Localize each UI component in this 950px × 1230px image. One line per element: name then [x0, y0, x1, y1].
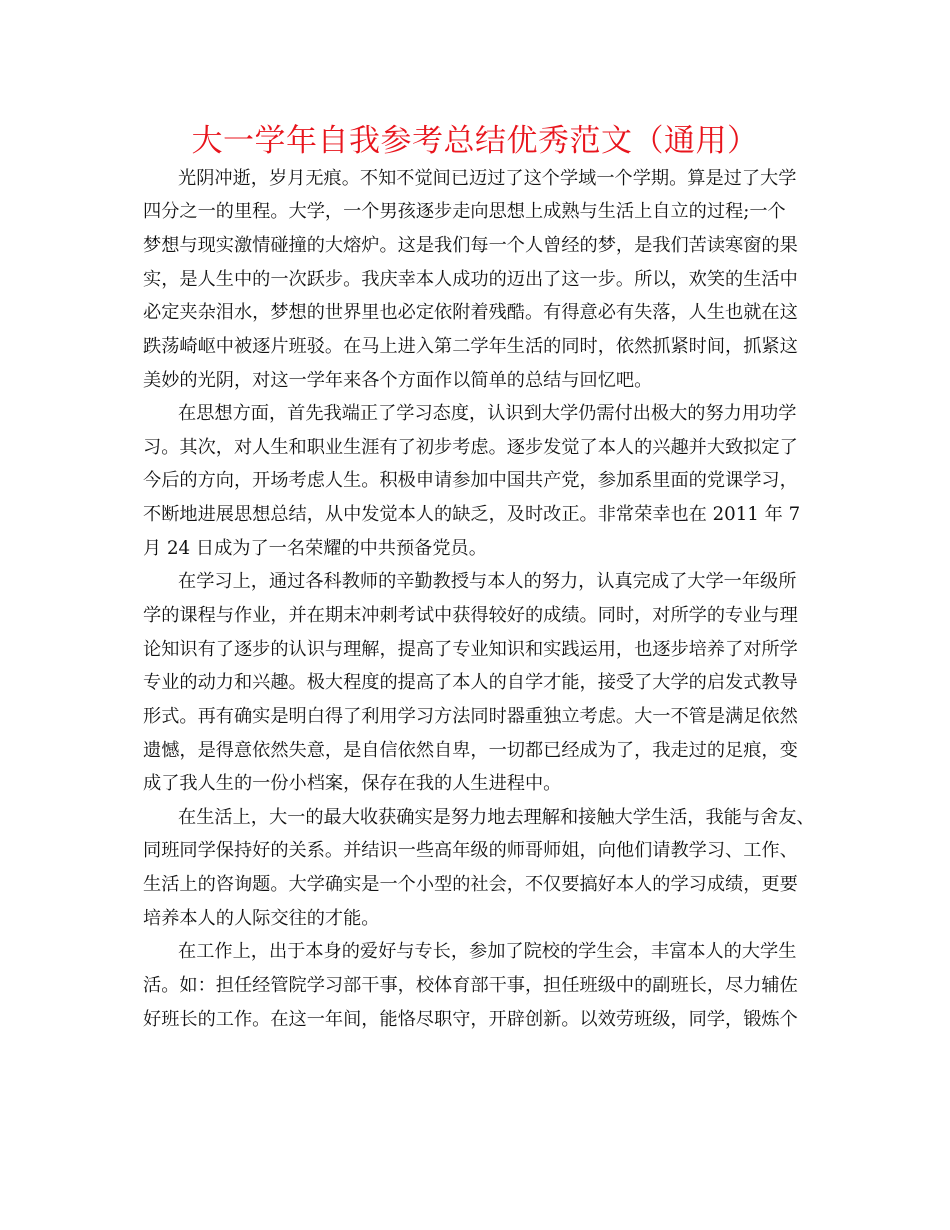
text-line: 四分之一的里程。大学，一个男孩逐步走向思想上成熟与生活上自立的过程;一个 — [143, 201, 786, 222]
text-line: 在工作上，出于本身的爱好与专长，参加了院校的学生会，丰富本人的大学生 — [178, 941, 797, 962]
text-line: 论知识有了逐步的认识与理解，提高了专业知识和实践运用，也逐步培养了对所学 — [143, 639, 798, 660]
text-line: 生活上的咨询题。大学确实是一个小型的社会，不仅要搞好本人的学习成绩，更要 — [143, 874, 798, 895]
text-line: 在学习上，通过各科教师的辛勤教授与本人的努力，认真完成了大学一年级所 — [178, 571, 797, 592]
text-line: 形式。再有确实是明白得了利用学习方法同时器重独立考虑。大一不管是满足依然 — [143, 706, 798, 727]
document-title: 大一学年自我参考总结优秀范文（通用） — [191, 123, 759, 159]
text-line: 成了我人生的一份小档案，保存在我的人生进程中。 — [143, 773, 562, 794]
text-line: 梦想与现实激情碰撞的大熔炉。这是我们每一个人曾经的梦，是我们苦读寒窗的果 — [143, 235, 798, 256]
text-line: 专业的动力和兴趣。极大程度的提高了本人的自学才能，接受了大学的启发式教导 — [143, 672, 798, 693]
text-line: 在生活上，大一的最大收获确实是努力地去理解和接触大学生活，我能与舍友、 — [178, 807, 815, 828]
text-line: 活。如：担任经管院学习部干事，校体育部干事，担任班级中的副班长，尽力辅佐 — [143, 975, 798, 996]
text-line: 跌荡崎岖中被逐片班驳。在马上进入第二学年生活的同时，依然抓紧时间，抓紧这 — [143, 336, 798, 357]
text-line: 好班长的工作。在这一年间，能恪尽职守，开辟创新。以效劳班级，同学，锻炼个 — [143, 1009, 798, 1030]
text-line: 习。其次，对人生和职业生涯有了初步考虑。逐步发觉了本人的兴趣并大致拟定了 — [143, 437, 798, 458]
text-line: 必定夹杂泪水，梦想的世界里也必定依附着残酷。有得意必有失落，人生也就在这 — [143, 302, 798, 323]
text-line: 月 24 日成为了一名荣耀的中共预备党员。 — [143, 538, 487, 559]
text-line: 不断地进展思想总结，从中发觉本人的缺乏，及时改正。非常荣幸也在 2011 年 7 — [143, 504, 801, 525]
text-line: 培养本人的人际交往的才能。 — [143, 908, 380, 929]
text-line: 遗憾，是得意依然失意，是自信依然自卑，一切都已经成为了，我走过的足痕，变 — [143, 740, 798, 761]
text-line: 光阴冲逝，岁月无痕。不知不觉间已迈过了这个学域一个学期。算是过了大学 — [178, 168, 797, 189]
text-line: 在思想方面，首先我端正了学习态度，认识到大学仍需付出极大的努力用功学 — [178, 403, 797, 424]
text-line: 同班同学保持好的关系。并结识一些高年级的师哥师姐，向他们请教学习、工作、 — [143, 840, 798, 861]
text-line: 今后的方向，开场考虑人生。积极申请参加中国共产党，参加系里面的党课学习， — [143, 470, 798, 491]
text-line: 学的课程与作业，并在期末冲刺考试中获得较好的成绩。同时，对所学的专业与理 — [143, 605, 798, 626]
text-line: 美妙的光阴，对这一学年来各个方面作以简单的总结与回忆吧。 — [143, 370, 653, 391]
text-line: 实，是人生中的一次跃步。我庆幸本人成功的迈出了这一步。所以，欢笑的生活中 — [143, 269, 798, 290]
